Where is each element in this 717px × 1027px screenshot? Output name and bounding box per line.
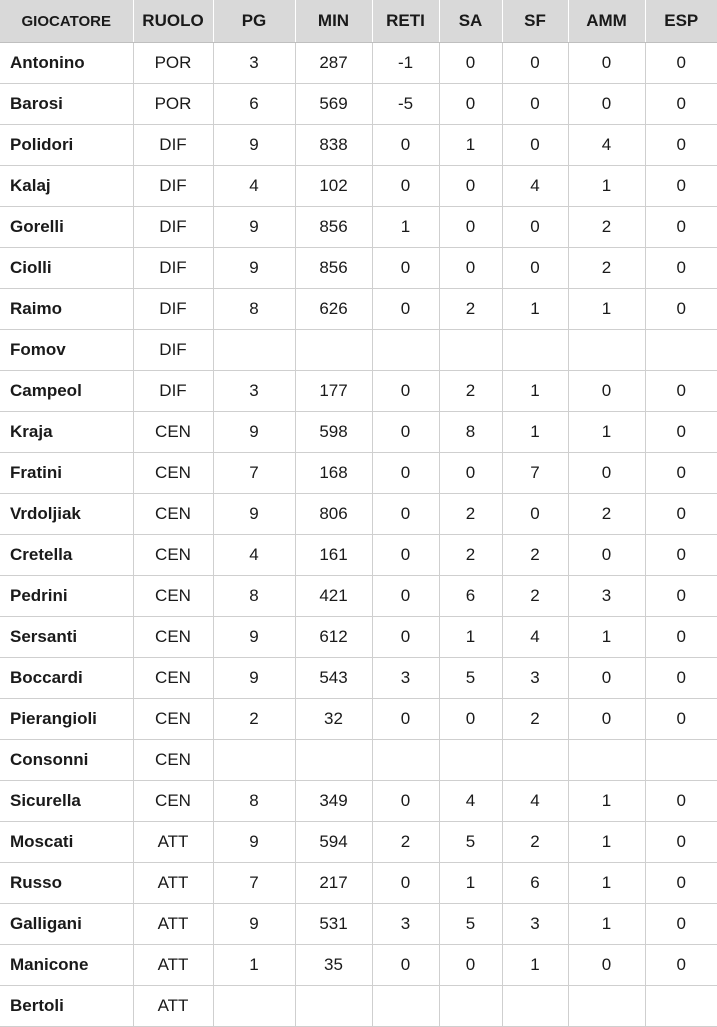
cell-sf: 2 <box>502 822 568 863</box>
cell-sf: 1 <box>502 371 568 412</box>
cell-reti: 0 <box>372 453 439 494</box>
cell-reti <box>372 986 439 1027</box>
header-sa: SA <box>439 0 502 43</box>
cell-amm <box>568 740 645 781</box>
cell-player-name: Polidori <box>0 125 133 166</box>
cell-player-name: Sicurella <box>0 781 133 822</box>
cell-sa: 0 <box>439 166 502 207</box>
cell-sf: 2 <box>502 576 568 617</box>
cell-sa: 0 <box>439 248 502 289</box>
cell-min: 217 <box>295 863 372 904</box>
cell-role: DIF <box>133 166 213 207</box>
cell-esp: 0 <box>645 371 717 412</box>
cell-sf: 4 <box>502 617 568 658</box>
cell-pg <box>213 986 295 1027</box>
cell-pg: 8 <box>213 781 295 822</box>
cell-esp: 0 <box>645 863 717 904</box>
cell-sa: 1 <box>439 617 502 658</box>
cell-esp: 0 <box>645 207 717 248</box>
cell-esp: 0 <box>645 617 717 658</box>
cell-esp: 0 <box>645 535 717 576</box>
cell-sf: 7 <box>502 453 568 494</box>
cell-amm: 0 <box>568 453 645 494</box>
cell-sa: 0 <box>439 945 502 986</box>
cell-amm: 2 <box>568 207 645 248</box>
table-row <box>0 863 717 904</box>
cell-esp: 0 <box>645 43 717 84</box>
cell-sa <box>439 740 502 781</box>
table-row <box>0 535 717 576</box>
cell-reti: 0 <box>372 535 439 576</box>
cell-amm: 1 <box>568 617 645 658</box>
cell-amm: 1 <box>568 863 645 904</box>
cell-sf: 2 <box>502 699 568 740</box>
cell-reti: 0 <box>372 699 439 740</box>
cell-role: DIF <box>133 371 213 412</box>
header-pg: PG <box>213 0 295 43</box>
cell-min: 287 <box>295 43 372 84</box>
cell-sf: 0 <box>502 248 568 289</box>
cell-amm: 3 <box>568 576 645 617</box>
cell-sf <box>502 330 568 371</box>
cell-reti: 0 <box>372 945 439 986</box>
cell-reti: -5 <box>372 84 439 125</box>
cell-reti: 1 <box>372 207 439 248</box>
header-giocatore: GIOCATORE <box>0 0 133 43</box>
cell-sf <box>502 740 568 781</box>
cell-pg: 9 <box>213 412 295 453</box>
cell-player-name: Pedrini <box>0 576 133 617</box>
cell-player-name: Sersanti <box>0 617 133 658</box>
cell-reti: 3 <box>372 904 439 945</box>
cell-sa: 5 <box>439 822 502 863</box>
cell-role: CEN <box>133 494 213 535</box>
cell-amm: 0 <box>568 699 645 740</box>
cell-sa: 0 <box>439 43 502 84</box>
cell-reti: 2 <box>372 822 439 863</box>
cell-esp: 0 <box>645 822 717 863</box>
cell-reti: 0 <box>372 289 439 330</box>
cell-esp: 0 <box>645 945 717 986</box>
cell-esp <box>645 986 717 1027</box>
header-row <box>0 0 717 43</box>
cell-sa: 8 <box>439 412 502 453</box>
table-row <box>0 166 717 207</box>
cell-sa: 6 <box>439 576 502 617</box>
header-reti: RETI <box>372 0 439 43</box>
header-esp: ESP <box>645 0 717 43</box>
cell-reti: 0 <box>372 576 439 617</box>
table-row <box>0 84 717 125</box>
cell-sf: 1 <box>502 945 568 986</box>
cell-sf: 3 <box>502 904 568 945</box>
cell-reti: 0 <box>372 248 439 289</box>
cell-esp: 0 <box>645 248 717 289</box>
cell-esp: 0 <box>645 699 717 740</box>
cell-esp: 0 <box>645 453 717 494</box>
cell-sa: 0 <box>439 699 502 740</box>
cell-min: 35 <box>295 945 372 986</box>
cell-amm: 0 <box>568 945 645 986</box>
cell-amm: 0 <box>568 535 645 576</box>
cell-reti <box>372 740 439 781</box>
cell-reti: 0 <box>372 125 439 166</box>
cell-min: 626 <box>295 289 372 330</box>
cell-sa: 2 <box>439 494 502 535</box>
cell-min: 806 <box>295 494 372 535</box>
cell-player-name: Fratini <box>0 453 133 494</box>
cell-sa: 0 <box>439 207 502 248</box>
cell-esp: 0 <box>645 84 717 125</box>
cell-min: 598 <box>295 412 372 453</box>
cell-role: DIF <box>133 125 213 166</box>
cell-esp: 0 <box>645 576 717 617</box>
cell-reti: -1 <box>372 43 439 84</box>
table-row <box>0 904 717 945</box>
cell-role: CEN <box>133 535 213 576</box>
cell-pg: 9 <box>213 658 295 699</box>
cell-role: CEN <box>133 658 213 699</box>
cell-pg: 3 <box>213 43 295 84</box>
cell-reti: 0 <box>372 617 439 658</box>
table-row <box>0 781 717 822</box>
cell-sf: 3 <box>502 658 568 699</box>
cell-pg: 9 <box>213 904 295 945</box>
table-row <box>0 371 717 412</box>
table-row <box>0 43 717 84</box>
cell-sa <box>439 986 502 1027</box>
cell-player-name: Bertoli <box>0 986 133 1027</box>
cell-amm: 1 <box>568 289 645 330</box>
cell-reti: 3 <box>372 658 439 699</box>
cell-role: ATT <box>133 986 213 1027</box>
cell-player-name: Consonni <box>0 740 133 781</box>
cell-player-name: Galligani <box>0 904 133 945</box>
cell-role: POR <box>133 43 213 84</box>
cell-role: CEN <box>133 576 213 617</box>
cell-min: 569 <box>295 84 372 125</box>
cell-min: 543 <box>295 658 372 699</box>
table-row <box>0 658 717 699</box>
cell-reti: 0 <box>372 781 439 822</box>
cell-amm <box>568 330 645 371</box>
cell-min: 594 <box>295 822 372 863</box>
cell-min <box>295 330 372 371</box>
table-row <box>0 945 717 986</box>
cell-pg: 9 <box>213 207 295 248</box>
cell-pg: 9 <box>213 125 295 166</box>
cell-role: CEN <box>133 412 213 453</box>
cell-sa <box>439 330 502 371</box>
cell-role: CEN <box>133 617 213 658</box>
cell-player-name: Kraja <box>0 412 133 453</box>
table-row <box>0 494 717 535</box>
cell-sf: 2 <box>502 535 568 576</box>
table-row <box>0 576 717 617</box>
cell-amm: 0 <box>568 371 645 412</box>
cell-sf: 1 <box>502 412 568 453</box>
cell-sf: 0 <box>502 43 568 84</box>
cell-reti: 0 <box>372 863 439 904</box>
header-ruolo: RUOLO <box>133 0 213 43</box>
table-row <box>0 207 717 248</box>
table-row <box>0 617 717 658</box>
cell-sa: 2 <box>439 535 502 576</box>
cell-amm <box>568 986 645 1027</box>
cell-player-name: Boccardi <box>0 658 133 699</box>
table-row <box>0 740 717 781</box>
cell-pg: 1 <box>213 945 295 986</box>
table-body <box>0 43 717 1027</box>
cell-min: 168 <box>295 453 372 494</box>
cell-pg: 9 <box>213 248 295 289</box>
cell-amm: 0 <box>568 43 645 84</box>
cell-pg: 9 <box>213 617 295 658</box>
cell-sf: 0 <box>502 125 568 166</box>
cell-esp: 0 <box>645 781 717 822</box>
cell-sa: 5 <box>439 658 502 699</box>
table-row <box>0 248 717 289</box>
cell-min: 531 <box>295 904 372 945</box>
cell-sa: 1 <box>439 863 502 904</box>
cell-sf <box>502 986 568 1027</box>
cell-amm: 1 <box>568 166 645 207</box>
cell-sa: 5 <box>439 904 502 945</box>
cell-role: ATT <box>133 863 213 904</box>
table-row <box>0 699 717 740</box>
cell-min: 177 <box>295 371 372 412</box>
cell-pg <box>213 740 295 781</box>
cell-player-name: Cretella <box>0 535 133 576</box>
cell-min: 838 <box>295 125 372 166</box>
header-amm: AMM <box>568 0 645 43</box>
cell-player-name: Antonino <box>0 43 133 84</box>
cell-role: CEN <box>133 699 213 740</box>
cell-min: 612 <box>295 617 372 658</box>
cell-min: 32 <box>295 699 372 740</box>
cell-role: ATT <box>133 945 213 986</box>
table-row <box>0 986 717 1027</box>
cell-min: 856 <box>295 248 372 289</box>
cell-reti <box>372 330 439 371</box>
cell-role: CEN <box>133 740 213 781</box>
cell-role: CEN <box>133 453 213 494</box>
cell-player-name: Barosi <box>0 84 133 125</box>
cell-pg <box>213 330 295 371</box>
cell-esp: 0 <box>645 904 717 945</box>
cell-reti: 0 <box>372 371 439 412</box>
cell-min: 349 <box>295 781 372 822</box>
cell-sf: 0 <box>502 494 568 535</box>
cell-sa: 1 <box>439 125 502 166</box>
cell-player-name: Pierangioli <box>0 699 133 740</box>
cell-player-name: Russo <box>0 863 133 904</box>
cell-amm: 2 <box>568 248 645 289</box>
cell-sa: 2 <box>439 371 502 412</box>
cell-sa: 0 <box>439 84 502 125</box>
cell-min: 421 <box>295 576 372 617</box>
cell-player-name: Vrdoljiak <box>0 494 133 535</box>
cell-sf: 6 <box>502 863 568 904</box>
cell-role: ATT <box>133 822 213 863</box>
cell-pg: 7 <box>213 863 295 904</box>
cell-player-name: Kalaj <box>0 166 133 207</box>
table-row <box>0 453 717 494</box>
cell-role: CEN <box>133 781 213 822</box>
cell-role: DIF <box>133 207 213 248</box>
cell-sa: 0 <box>439 453 502 494</box>
cell-pg: 4 <box>213 166 295 207</box>
cell-esp: 0 <box>645 658 717 699</box>
cell-esp: 0 <box>645 125 717 166</box>
cell-player-name: Moscati <box>0 822 133 863</box>
cell-amm: 2 <box>568 494 645 535</box>
cell-role: POR <box>133 84 213 125</box>
cell-sf: 0 <box>502 207 568 248</box>
cell-esp: 0 <box>645 494 717 535</box>
cell-min: 856 <box>295 207 372 248</box>
cell-amm: 1 <box>568 822 645 863</box>
cell-amm: 0 <box>568 658 645 699</box>
cell-player-name: Fomov <box>0 330 133 371</box>
cell-player-name: Ciolli <box>0 248 133 289</box>
cell-pg: 9 <box>213 822 295 863</box>
table-row <box>0 125 717 166</box>
cell-amm: 1 <box>568 412 645 453</box>
cell-role: DIF <box>133 330 213 371</box>
cell-player-name: Manicone <box>0 945 133 986</box>
cell-esp <box>645 330 717 371</box>
cell-role: DIF <box>133 289 213 330</box>
cell-reti: 0 <box>372 166 439 207</box>
table-row <box>0 330 717 371</box>
cell-pg: 8 <box>213 576 295 617</box>
cell-player-name: Raimo <box>0 289 133 330</box>
cell-esp: 0 <box>645 289 717 330</box>
cell-esp: 0 <box>645 166 717 207</box>
cell-min: 161 <box>295 535 372 576</box>
header-min: MIN <box>295 0 372 43</box>
cell-amm: 1 <box>568 904 645 945</box>
table-row <box>0 412 717 453</box>
cell-role: DIF <box>133 248 213 289</box>
cell-esp: 0 <box>645 412 717 453</box>
cell-role: ATT <box>133 904 213 945</box>
cell-min: 102 <box>295 166 372 207</box>
cell-reti: 0 <box>372 412 439 453</box>
cell-pg: 7 <box>213 453 295 494</box>
cell-pg: 9 <box>213 494 295 535</box>
cell-pg: 8 <box>213 289 295 330</box>
cell-sa: 4 <box>439 781 502 822</box>
cell-player-name: Gorelli <box>0 207 133 248</box>
cell-sf: 1 <box>502 289 568 330</box>
cell-amm: 1 <box>568 781 645 822</box>
header-sf: SF <box>502 0 568 43</box>
cell-sf: 4 <box>502 781 568 822</box>
cell-esp <box>645 740 717 781</box>
cell-reti: 0 <box>372 494 439 535</box>
cell-min <box>295 740 372 781</box>
cell-pg: 6 <box>213 84 295 125</box>
cell-sf: 4 <box>502 166 568 207</box>
cell-sf: 0 <box>502 84 568 125</box>
cell-player-name: Campeol <box>0 371 133 412</box>
cell-pg: 4 <box>213 535 295 576</box>
table-row <box>0 289 717 330</box>
cell-pg: 3 <box>213 371 295 412</box>
cell-min <box>295 986 372 1027</box>
cell-amm: 4 <box>568 125 645 166</box>
cell-sa: 2 <box>439 289 502 330</box>
cell-amm: 0 <box>568 84 645 125</box>
cell-pg: 2 <box>213 699 295 740</box>
table-row <box>0 822 717 863</box>
